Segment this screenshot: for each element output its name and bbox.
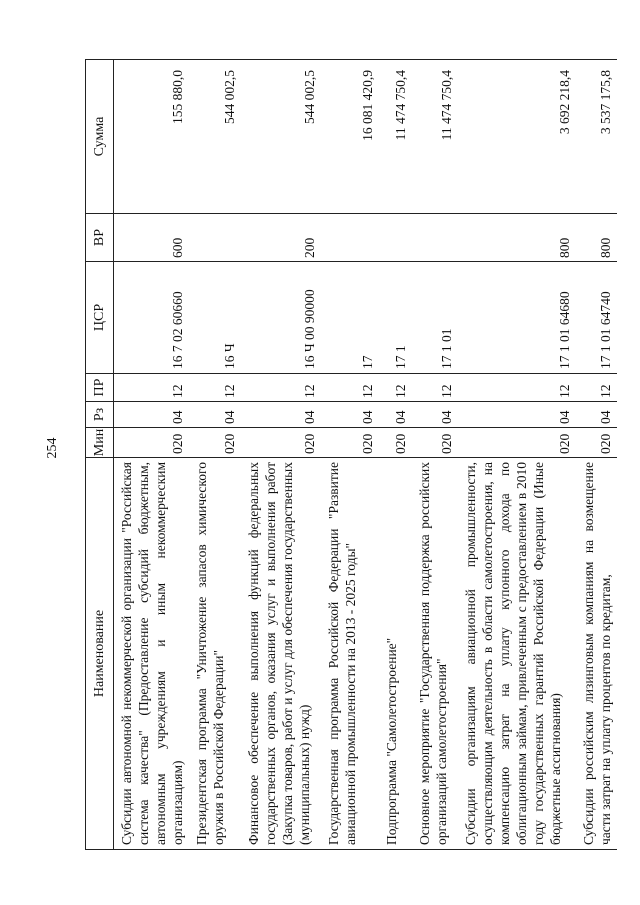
table-row bbox=[458, 60, 576, 850]
row-rz: 04 bbox=[379, 402, 412, 428]
header-min: Мин bbox=[86, 428, 114, 458]
row-pr: 12 bbox=[458, 374, 576, 402]
row-csr: 17 1 01 64740 bbox=[576, 262, 617, 374]
row-rz: 04 bbox=[241, 402, 321, 428]
row-sum: 11 474 750,4 bbox=[412, 60, 458, 214]
row-name: Основное мероприятие "Государственная поддержка российских организаций самолетостроения" bbox=[412, 458, 458, 850]
row-sum: 3 537 175,8 bbox=[576, 60, 617, 214]
row-pr: 12 bbox=[321, 374, 379, 402]
row-rz: 04 bbox=[189, 402, 241, 428]
table-row bbox=[321, 60, 379, 850]
row-min: 020 bbox=[321, 428, 379, 458]
header-sum: Сумма bbox=[86, 60, 114, 214]
row-rz: 04 bbox=[412, 402, 458, 428]
row-sum: 155 880,0 bbox=[114, 60, 190, 214]
row-pr: 12 bbox=[114, 374, 190, 402]
row-name: Государственная программа Российской Федерации "Развитие авиационной промышленности на 2013 - 2025 годы" bbox=[321, 458, 379, 850]
header-pr: ПР bbox=[86, 374, 114, 402]
row-vr: 200 bbox=[241, 214, 321, 262]
row-name: Президентская программа "Уничтожение запасов химического оружия в Российской Федерации" bbox=[189, 458, 241, 850]
row-name: Субсидии российским лизинговым компаниям на возмещение части затрат на уплату процентов по кредитам, bbox=[576, 458, 617, 850]
row-pr: 12 bbox=[241, 374, 321, 402]
row-csr: 17 1 01 bbox=[412, 262, 458, 374]
row-vr: 800 bbox=[576, 214, 617, 262]
table-row bbox=[114, 60, 190, 850]
row-rz: 04 bbox=[576, 402, 617, 428]
table-row bbox=[576, 60, 617, 850]
header-name: Наименование bbox=[86, 458, 114, 850]
row-min: 020 bbox=[114, 428, 190, 458]
row-csr: 16 Ч bbox=[189, 262, 241, 374]
row-vr: 800 bbox=[458, 214, 576, 262]
row-csr: 17 1 bbox=[379, 262, 412, 374]
row-min: 020 bbox=[189, 428, 241, 458]
row-rz: 04 bbox=[114, 402, 190, 428]
row-csr: 17 bbox=[321, 262, 379, 374]
row-csr: 16 7 02 60660 bbox=[114, 262, 190, 374]
row-min: 020 bbox=[412, 428, 458, 458]
row-min: 020 bbox=[458, 428, 576, 458]
rotated-page bbox=[85, 60, 613, 850]
header-vr: ВР bbox=[86, 214, 114, 262]
table-row bbox=[412, 60, 458, 850]
budget-table bbox=[85, 59, 617, 850]
table-row bbox=[379, 60, 412, 850]
row-sum: 16 081 420,9 bbox=[321, 60, 379, 214]
row-pr: 12 bbox=[576, 374, 617, 402]
row-min: 020 bbox=[241, 428, 321, 458]
row-name: Субсидии организациям авиационной промышленности, осуществляющим деятельность в области самолетостроения, на компенсацию затрат на уплату купонного дохода по облигационным займам, привлеченным с предоставлением в 2010 году государственных гарантий Российской Федерации (Иные бюджетные ассигнования) bbox=[458, 458, 576, 850]
row-rz: 04 bbox=[458, 402, 576, 428]
row-min: 020 bbox=[379, 428, 412, 458]
table-row bbox=[189, 60, 241, 850]
page-number: 254 bbox=[45, 437, 60, 459]
row-vr: 600 bbox=[114, 214, 190, 262]
row-pr: 12 bbox=[189, 374, 241, 402]
row-csr: 16 Ч 00 90000 bbox=[241, 262, 321, 374]
header-rz: Рз bbox=[86, 402, 114, 428]
row-sum: 11 474 750,4 bbox=[379, 60, 412, 214]
row-sum: 3 692 218,4 bbox=[458, 60, 576, 214]
row-vr bbox=[379, 214, 412, 262]
row-csr: 17 1 01 64680 bbox=[458, 262, 576, 374]
row-vr bbox=[321, 214, 379, 262]
row-sum: 544 002,5 bbox=[241, 60, 321, 214]
table-row bbox=[241, 60, 321, 850]
row-rz: 04 bbox=[321, 402, 379, 428]
row-name: Финансовое обеспечение выполнения функций федеральных государственных органов, оказания услуг и выполнения работ (Закупка товаров, работ и услуг для обеспечения государственных (муниципальных) нужд) bbox=[241, 458, 321, 850]
header-csr: ЦСР bbox=[86, 262, 114, 374]
row-pr: 12 bbox=[379, 374, 412, 402]
row-name: Подпрограмма "Самолетостроение" bbox=[379, 458, 412, 850]
row-vr bbox=[412, 214, 458, 262]
table-header bbox=[86, 60, 114, 850]
row-min: 020 bbox=[576, 428, 617, 458]
row-pr: 12 bbox=[412, 374, 458, 402]
row-vr bbox=[189, 214, 241, 262]
row-sum: 544 002,5 bbox=[189, 60, 241, 214]
row-name: Субсидии автономной некоммерческой организации "Российская система качества" (Предоставление субсидий бюджетным, автономным учреждениям и иным некоммерческим организациям) bbox=[114, 458, 190, 850]
